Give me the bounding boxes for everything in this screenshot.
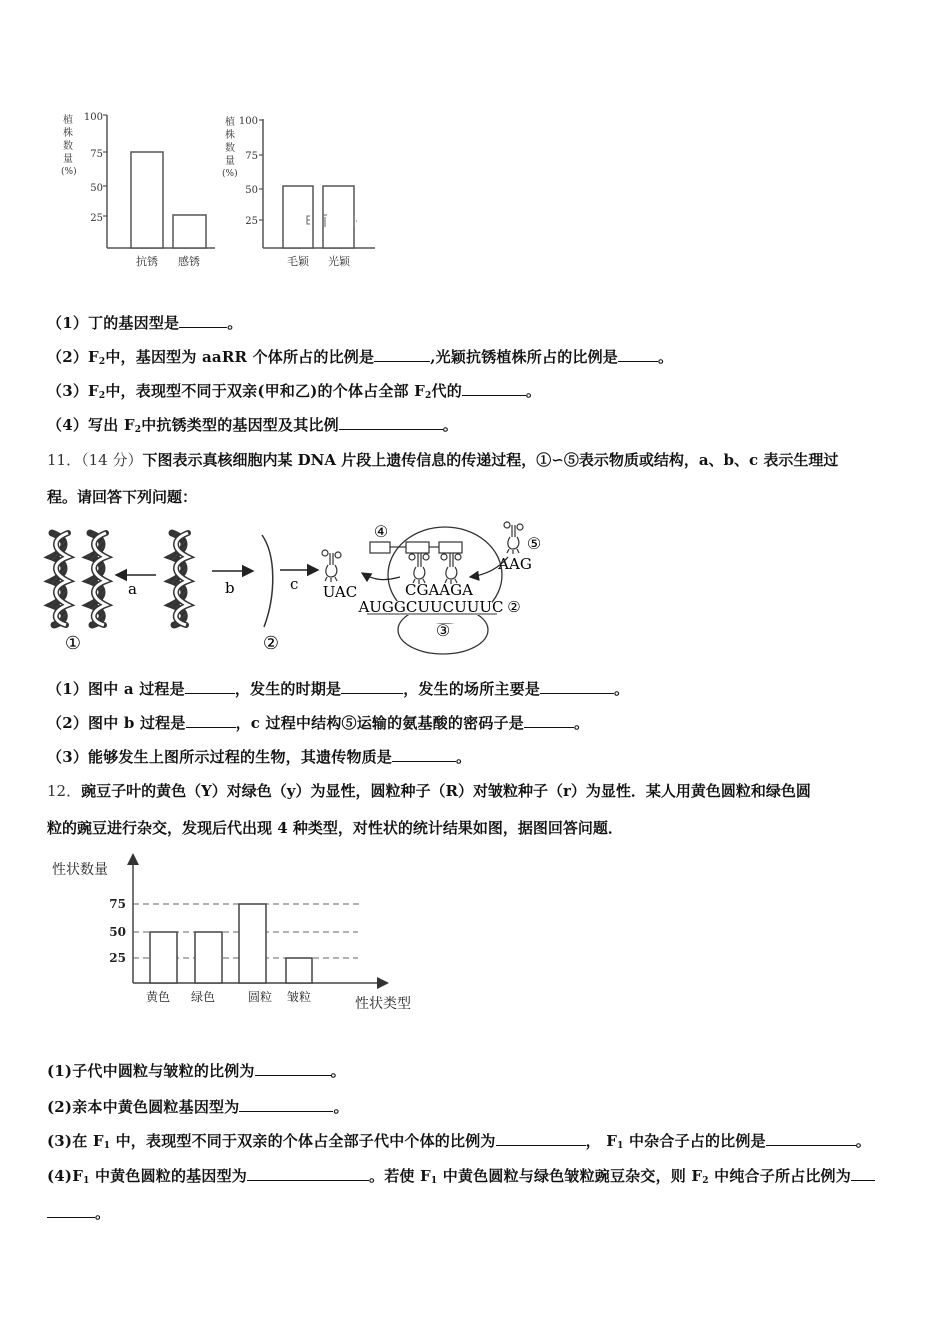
q11-item-1: （1）图中 a 过程是 ，发生的时期是 ，发生的场所主要是 。	[47, 680, 630, 698]
svg-text:a: a	[128, 580, 137, 598]
answer-blank[interactable]	[339, 415, 443, 430]
bar-hairy-glume	[283, 186, 313, 248]
answer-blank[interactable]	[247, 1166, 369, 1181]
y-axis-label	[61, 113, 77, 177]
trna-5-icon	[504, 522, 523, 554]
bar-chart-pea-traits	[40, 850, 440, 1020]
answer-blank[interactable]	[462, 381, 526, 396]
svg-text:c: c	[290, 575, 299, 593]
answer-blank[interactable]	[47, 1203, 95, 1218]
svg-text:株: 株	[225, 130, 235, 141]
svg-text:株: 株	[63, 128, 73, 139]
q12-item-4: $(4)F_1$ 中黄色圆粒的基因型为 。若使 $F_1$ 中黄色圆粒与绿色皱粒豌豆杂交，则 $F_2$ 中纯合子所占比例为	[47, 1165, 875, 1186]
svg-text:①: ①	[64, 633, 82, 654]
q12-item-2: (2)亲本中黄色圆粒基因型为 。	[47, 1098, 349, 1116]
svg-text:(%): (%)	[222, 169, 238, 179]
svg-text:③: ③	[435, 621, 451, 640]
answer-blank[interactable]	[185, 679, 235, 694]
svg-text:④: ④	[373, 522, 389, 541]
svg-text:100: 100	[238, 116, 258, 127]
svg-text:量: 量	[63, 154, 73, 165]
svg-text:黄色: 黄色	[145, 990, 171, 1004]
q12-stem: 12．豌豆子叶的黄色（Y）对绿色（y）为显性，圆粒种子（R）对皱粒种子（r）为显性．某人用黄色圆粒和绿色圆	[47, 782, 811, 800]
bar-smooth-glume	[323, 186, 354, 248]
svg-text:数: 数	[225, 143, 235, 154]
svg-text:50: 50	[245, 185, 258, 196]
bar-round	[239, 904, 266, 983]
y-axis-ticks	[84, 112, 103, 224]
svg-text:UAC: UAC	[322, 583, 358, 601]
bar-green	[195, 932, 222, 983]
y-axis-ticks	[239, 116, 258, 227]
mrna-strand	[262, 535, 273, 627]
question-number: 12．	[47, 782, 82, 800]
x-label-smooth: 光颖	[328, 255, 350, 268]
bar-yellow	[150, 932, 177, 983]
q12-item-4-cont: 。	[47, 1202, 110, 1223]
y-axis-label	[222, 115, 238, 179]
answer-blank[interactable]	[179, 313, 227, 328]
svg-text:(%): (%)	[61, 167, 77, 177]
svg-text:数: 数	[63, 141, 73, 152]
answer-blank[interactable]	[540, 679, 614, 694]
answer-blank[interactable]	[341, 679, 403, 694]
q10-item-2: $(2)F_2$中，基因型为 aaRR 个体所占的比例是 ,光颖抗锈植株所占的比例是 。	[47, 348, 674, 367]
answer-blank[interactable]	[618, 347, 658, 362]
svg-text:植: 植	[225, 117, 235, 128]
answer-blank[interactable]	[374, 347, 430, 362]
svg-text:②: ②	[507, 598, 521, 616]
q10-item-3: $(3)F_2$中，表现型不同于双亲(甲和乙)的个体占全部 $F_2$代的 。	[47, 382, 542, 401]
q10-item-1: （1）丁的基因型是 。	[47, 314, 243, 332]
trna-icon	[322, 550, 341, 582]
svg-text:100: 100	[83, 112, 103, 123]
q11-stem: 11．（14 分）下图表示真核细胞内某 DNA 片段上遗传信息的传递过程，①∽⑤表示物质或结构，a、b、c 表示生理过	[47, 451, 839, 469]
svg-text:CGAAGA: CGAAGA	[405, 581, 473, 599]
answer-blank[interactable]	[524, 713, 574, 728]
svg-text:植: 植	[63, 115, 73, 126]
answer-blank[interactable]	[851, 1166, 875, 1181]
bar-chart-rust-resistance	[55, 105, 220, 270]
q11-item-3: （3）能够发生上图所示过程的生物，其遗传物质是 。	[47, 748, 472, 766]
svg-text:量: 量	[225, 156, 235, 167]
svg-text:皱粒: 皱粒	[286, 990, 312, 1004]
dna-helix-daughter-1	[52, 533, 68, 625]
exit-arrow	[362, 573, 400, 580]
answer-blank[interactable]	[239, 1097, 333, 1112]
peptide-chain	[370, 542, 462, 553]
gene-expression-diagram	[40, 515, 560, 660]
x-axis-label: 性状类型	[355, 996, 411, 1012]
answer-blank[interactable]	[255, 1061, 331, 1076]
question-number: 11．（14 分）	[47, 451, 143, 469]
bar-chart-glume	[215, 105, 380, 270]
svg-text:25: 25	[109, 951, 126, 965]
svg-text:b: b	[225, 579, 235, 597]
dna-helix-daughter-2	[90, 533, 106, 625]
q11-stem-cont: 程。请回答下列问题：	[47, 488, 198, 506]
q12-item-1: (1)子代中圆粒与皱粒的比例为 。	[47, 1062, 346, 1080]
dna-helix-parent	[172, 533, 188, 625]
svg-text:75: 75	[109, 897, 126, 911]
q12-stem-cont: 粒的豌豆进行杂交，发现后代出现 4 种类型，对性状的统计结果如图，据图回答问题．	[47, 819, 623, 837]
svg-text:75: 75	[245, 151, 258, 162]
q12-item-3: (3)在 $F_1$ 中，表现型不同于双亲的个体占全部子代中个体的比例为 ， $F_1$ 中杂合子占的比例是 。	[47, 1132, 871, 1151]
svg-text:绿色: 绿色	[190, 990, 216, 1004]
bar-susceptible	[173, 215, 206, 248]
svg-text:50: 50	[90, 183, 103, 194]
svg-text:②: ②	[262, 633, 280, 654]
answer-blank[interactable]	[766, 1131, 856, 1146]
svg-text:AUGGCUUCUUUC: AUGGCUUCUUUC	[358, 598, 504, 616]
answer-blank[interactable]	[496, 1131, 586, 1146]
x-label-resistant: 抗锈	[136, 255, 158, 268]
svg-text:25: 25	[90, 213, 103, 224]
answer-blank[interactable]	[186, 713, 236, 728]
svg-text:25: 25	[245, 216, 258, 227]
x-label-susceptible: 感锈	[178, 255, 200, 268]
answer-blank[interactable]	[392, 747, 456, 762]
bar-resistant	[131, 152, 163, 248]
svg-text:AAG: AAG	[498, 555, 532, 573]
svg-text:75: 75	[90, 149, 103, 160]
svg-text:50: 50	[109, 925, 126, 939]
q10-item-4: （4）写出 $F_2$中抗锈类型的基因型及其比例 。	[47, 416, 458, 435]
y-axis-label: 性状数量	[52, 862, 108, 878]
svg-text:圆粒: 圆粒	[247, 990, 273, 1004]
bar-wrinkled	[286, 958, 312, 983]
svg-text:⑤: ⑤	[526, 534, 542, 553]
q11-item-2: （2）图中 b 过程是 ，c 过程中结构⑤运输的氨基酸的密码子是 。	[47, 714, 590, 732]
x-label-hairy: 毛颖	[287, 255, 309, 268]
